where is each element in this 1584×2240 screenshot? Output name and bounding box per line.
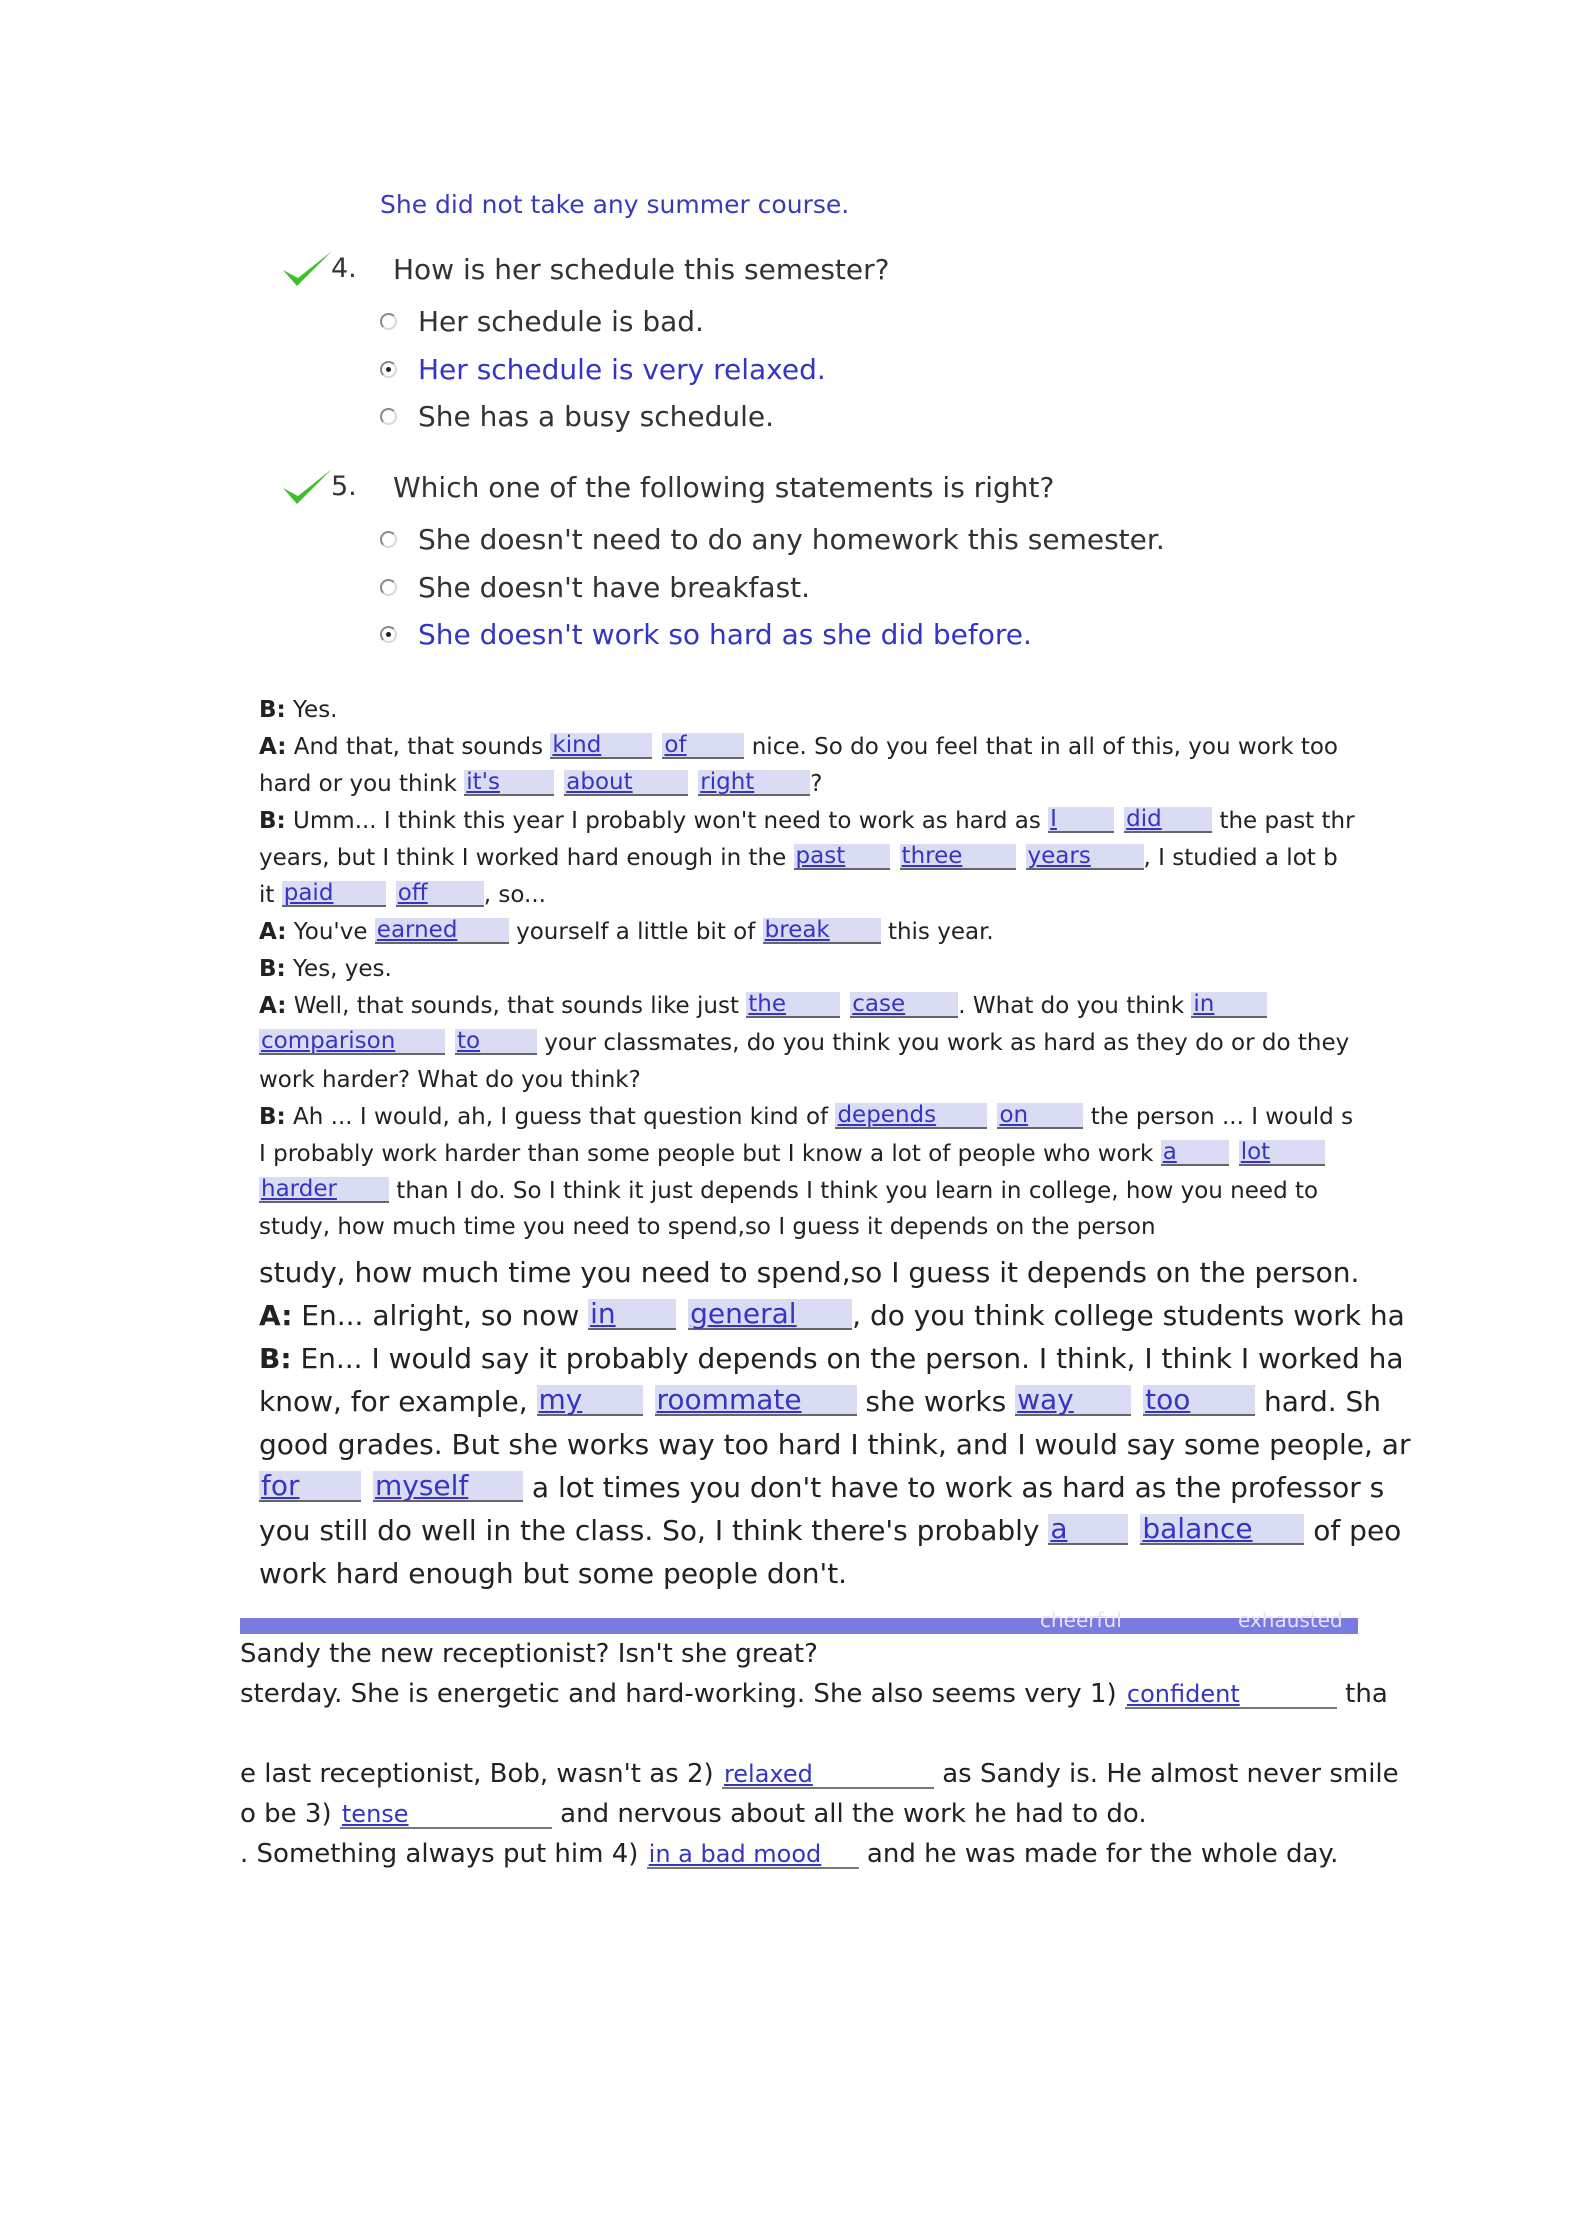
speaker: A: — [259, 734, 287, 760]
word-bank-bar — [240, 1608, 1358, 1634]
dialogue-line — [259, 803, 1359, 840]
question-4-option-1[interactable] — [380, 305, 704, 338]
answer-blank[interactable]: comparison — [259, 1029, 445, 1055]
speaker: B: — [259, 808, 286, 834]
answer-blank[interactable]: tense — [340, 1799, 552, 1829]
word-bank-word: cheerful — [1040, 1608, 1122, 1632]
answer-blank[interactable]: in a bad mood — [647, 1839, 859, 1869]
dialogue-text: a lot times you don't have to work as hard as the professor s — [523, 1471, 1385, 1504]
dialogue-text: years, but I think I worked hard enough in the — [259, 845, 794, 871]
answer-blank[interactable]: harder — [259, 1177, 389, 1203]
answer-blank[interactable]: my — [537, 1385, 643, 1416]
answer-blank[interactable]: for — [259, 1471, 361, 1502]
speaker: A: — [259, 1299, 293, 1332]
dialogue-line — [259, 1380, 1439, 1423]
dialogue-text: it — [259, 882, 282, 908]
dialogue-text: Ah ... I would, ah, I guess that question kind of — [285, 1104, 836, 1130]
cut-off-previous-option: She did not take any summer course. — [380, 190, 850, 219]
answer-blank[interactable]: on — [997, 1103, 1083, 1129]
radio-button-selected[interactable] — [380, 361, 397, 378]
dialogue-text: hard or you think — [259, 771, 465, 797]
dialogue-transcript-continued — [259, 1251, 1439, 1595]
question-4-number: 4. — [331, 253, 357, 284]
dialogue-text: the person ... I would s — [1083, 1104, 1354, 1130]
dialogue-line — [259, 1062, 1359, 1099]
answer-blank[interactable]: general — [688, 1299, 852, 1330]
speaker: B: — [259, 697, 286, 723]
dialogue-text: study, how much time you need to spend,so I guess it depends on the person. — [259, 1256, 1360, 1289]
dialogue-line — [259, 914, 1359, 951]
dialogue-line — [259, 1509, 1439, 1552]
dialogue-text: . What do you think — [958, 993, 1192, 1019]
answer-blank[interactable]: too — [1143, 1385, 1255, 1416]
dialogue-text: yourself a little bit of — [508, 919, 763, 945]
passage-line — [240, 1634, 1358, 1674]
answer-blank[interactable]: depends — [835, 1103, 987, 1129]
option-label: She doesn't work so hard as she did before. — [418, 618, 1032, 651]
dialogue-text: And that, that sounds — [286, 734, 551, 760]
dialogue-text: Umm... I think this year I probably won't need to work as hard as — [285, 808, 1049, 834]
answer-blank[interactable]: of — [662, 733, 744, 759]
answer-blank[interactable]: off — [396, 881, 484, 907]
dialogue-line — [259, 1025, 1359, 1062]
dialogue-text: know, for example, — [259, 1385, 537, 1418]
answer-blank[interactable]: a — [1161, 1140, 1229, 1166]
correct-check-icon — [280, 248, 334, 290]
passage-text: and he was made for the whole day. — [858, 1839, 1339, 1869]
dialogue-transcript — [259, 692, 1359, 1240]
speaker: B: — [259, 1342, 292, 1375]
dialogue-text: En... alright, so now — [292, 1299, 589, 1332]
passage-line — [240, 1674, 1388, 1714]
dialogue-line — [259, 1423, 1439, 1466]
dialogue-text: Well, that sounds, that sounds like just — [286, 993, 747, 1019]
answer-blank[interactable]: it's — [464, 770, 554, 796]
question-5-option-2[interactable] — [380, 571, 810, 604]
dialogue-text: this year. — [880, 919, 994, 945]
passage-text: tha — [1336, 1679, 1388, 1709]
dialogue-text: ? — [810, 771, 823, 797]
answer-blank[interactable]: about — [564, 770, 688, 796]
radio-button[interactable] — [380, 579, 397, 596]
question-4-option-2[interactable] — [380, 353, 826, 386]
answer-blank[interactable]: balance — [1140, 1514, 1304, 1545]
dialogue-text: You've — [286, 919, 375, 945]
question-4-text: How is her schedule this semester? — [393, 253, 890, 286]
passage-text: sterday. She is energetic and hard-working. She also seems very 1) — [240, 1679, 1125, 1709]
dialogue-text: you still do well in the class. So, I think there's probably — [259, 1514, 1049, 1547]
dialogue-line — [259, 1552, 1439, 1595]
dialogue-text: Yes. — [285, 697, 338, 723]
dialogue-line — [259, 1173, 1359, 1210]
radio-button[interactable] — [380, 531, 397, 548]
dialogue-text: work harder? What do you think? — [259, 1067, 641, 1093]
passage-text: Sandy the new receptionist? Isn't she great? — [240, 1639, 818, 1669]
option-label: She doesn't have breakfast. — [418, 571, 811, 604]
answer-blank[interactable]: earned — [375, 918, 509, 944]
dialogue-text: Yes, yes. — [285, 956, 392, 982]
question-5-number: 5. — [331, 471, 357, 502]
speaker: B: — [259, 1104, 286, 1130]
answer-blank[interactable]: in — [1191, 992, 1267, 1018]
question-5-option-1[interactable] — [380, 523, 1165, 556]
dialogue-line — [259, 877, 1359, 914]
question-5-option-3[interactable] — [380, 618, 1032, 651]
dialogue-text: , so... — [483, 882, 546, 908]
dialogue-text: she works — [856, 1385, 1016, 1418]
radio-button[interactable] — [380, 408, 397, 425]
word-bank-word: exhausted — [1238, 1608, 1343, 1632]
passage-line — [240, 1834, 1358, 1874]
passage-text: e last receptionist, Bob, wasn't as 2) — [240, 1759, 722, 1789]
speaker: A: — [259, 993, 287, 1019]
question-5-text: Which one of the following statements is right? — [393, 471, 1055, 504]
answer-blank[interactable]: roommate — [655, 1385, 857, 1416]
dialogue-line — [259, 1099, 1359, 1136]
answer-blank[interactable]: the — [746, 992, 840, 1018]
dialogue-text: hard. Sh — [1255, 1385, 1382, 1418]
dialogue-line — [259, 988, 1359, 1025]
dialogue-line — [259, 1466, 1439, 1509]
dialogue-text: En... I would say it probably depends on the person. I think, I think I worked ha — [291, 1342, 1404, 1375]
dialogue-line — [259, 840, 1359, 877]
answer-blank[interactable]: in — [588, 1299, 676, 1330]
dialogue-line — [259, 951, 1359, 988]
answer-blank[interactable]: confident — [1125, 1679, 1337, 1709]
passage-text: . Something always put him 4) — [240, 1839, 647, 1869]
question-4-option-3[interactable] — [380, 400, 774, 433]
dialogue-text: study, how much time you need to spend,so I guess it depends on the person — [259, 1214, 1156, 1240]
dialogue-line — [259, 1337, 1439, 1380]
passage-text: o be 3) — [240, 1799, 340, 1829]
answer-blank[interactable]: break — [763, 918, 881, 944]
passage-text: and nervous about all the work he had to do. — [551, 1799, 1147, 1829]
passage-text: as Sandy is. He almost never smile — [933, 1759, 1399, 1789]
dialogue-text: of peo — [1304, 1514, 1402, 1547]
dialogue-text: work hard enough but some people don't. — [259, 1557, 848, 1590]
dialogue-text: , do you think college students work ha — [852, 1299, 1405, 1332]
passage-line — [240, 1754, 1399, 1794]
answer-blank[interactable]: a — [1048, 1514, 1128, 1545]
dialogue-line — [259, 1136, 1359, 1173]
answer-blank[interactable]: I — [1048, 807, 1114, 833]
dialogue-text: I probably work harder than some people but I know a lot of people who work — [259, 1141, 1161, 1167]
answer-blank[interactable]: did — [1124, 807, 1212, 833]
dialogue-line — [259, 1251, 1439, 1294]
dialogue-text: nice. So do you feel that in all of this, you work too — [744, 734, 1339, 760]
answer-blank[interactable]: to — [455, 1029, 537, 1055]
answer-blank[interactable]: myself — [373, 1471, 523, 1502]
dialogue-text: the past thr — [1212, 808, 1355, 834]
dialogue-text: your classmates, do you think you work as hard as they do or do they — [537, 1030, 1350, 1056]
dialogue-line-cut-off — [259, 1210, 1359, 1240]
dialogue-text: good grades. But she works way too hard I think, and I would say some people, ar — [259, 1428, 1411, 1461]
answer-blank[interactable]: paid — [282, 881, 386, 907]
answer-blank[interactable]: right — [698, 770, 810, 796]
answer-blank[interactable]: past — [794, 844, 890, 870]
dialogue-line — [259, 766, 1359, 803]
receptionist-passage — [240, 1634, 1399, 1874]
answer-blank[interactable]: lot — [1239, 1140, 1325, 1166]
answer-blank[interactable]: kind — [550, 733, 652, 759]
dialogue-line — [259, 729, 1359, 766]
radio-button[interactable] — [380, 313, 397, 330]
option-label: She doesn't need to do any homework this semester. — [418, 523, 1165, 556]
correct-check-icon — [280, 466, 334, 508]
answer-blank[interactable]: three — [900, 844, 1016, 870]
answer-blank[interactable]: relaxed — [722, 1759, 934, 1789]
dialogue-line — [259, 692, 1359, 729]
passage-spacer — [240, 1714, 1358, 1754]
option-label: Her schedule is very relaxed. — [418, 353, 826, 386]
dialogue-line — [259, 1294, 1439, 1337]
answer-blank[interactable]: years — [1026, 844, 1144, 870]
speaker: A: — [259, 919, 287, 945]
option-label: She has a busy schedule. — [418, 400, 775, 433]
dialogue-text: than I do. So I think it just depends I think you learn in college, how you need to — [389, 1178, 1319, 1204]
radio-button-selected[interactable] — [380, 626, 397, 643]
answer-blank[interactable]: way — [1015, 1385, 1131, 1416]
speaker: B: — [259, 956, 286, 982]
answer-blank[interactable]: case — [850, 992, 958, 1018]
passage-line — [240, 1794, 1358, 1834]
dialogue-text: , I studied a lot b — [1143, 845, 1338, 871]
option-label: Her schedule is bad. — [418, 305, 704, 338]
